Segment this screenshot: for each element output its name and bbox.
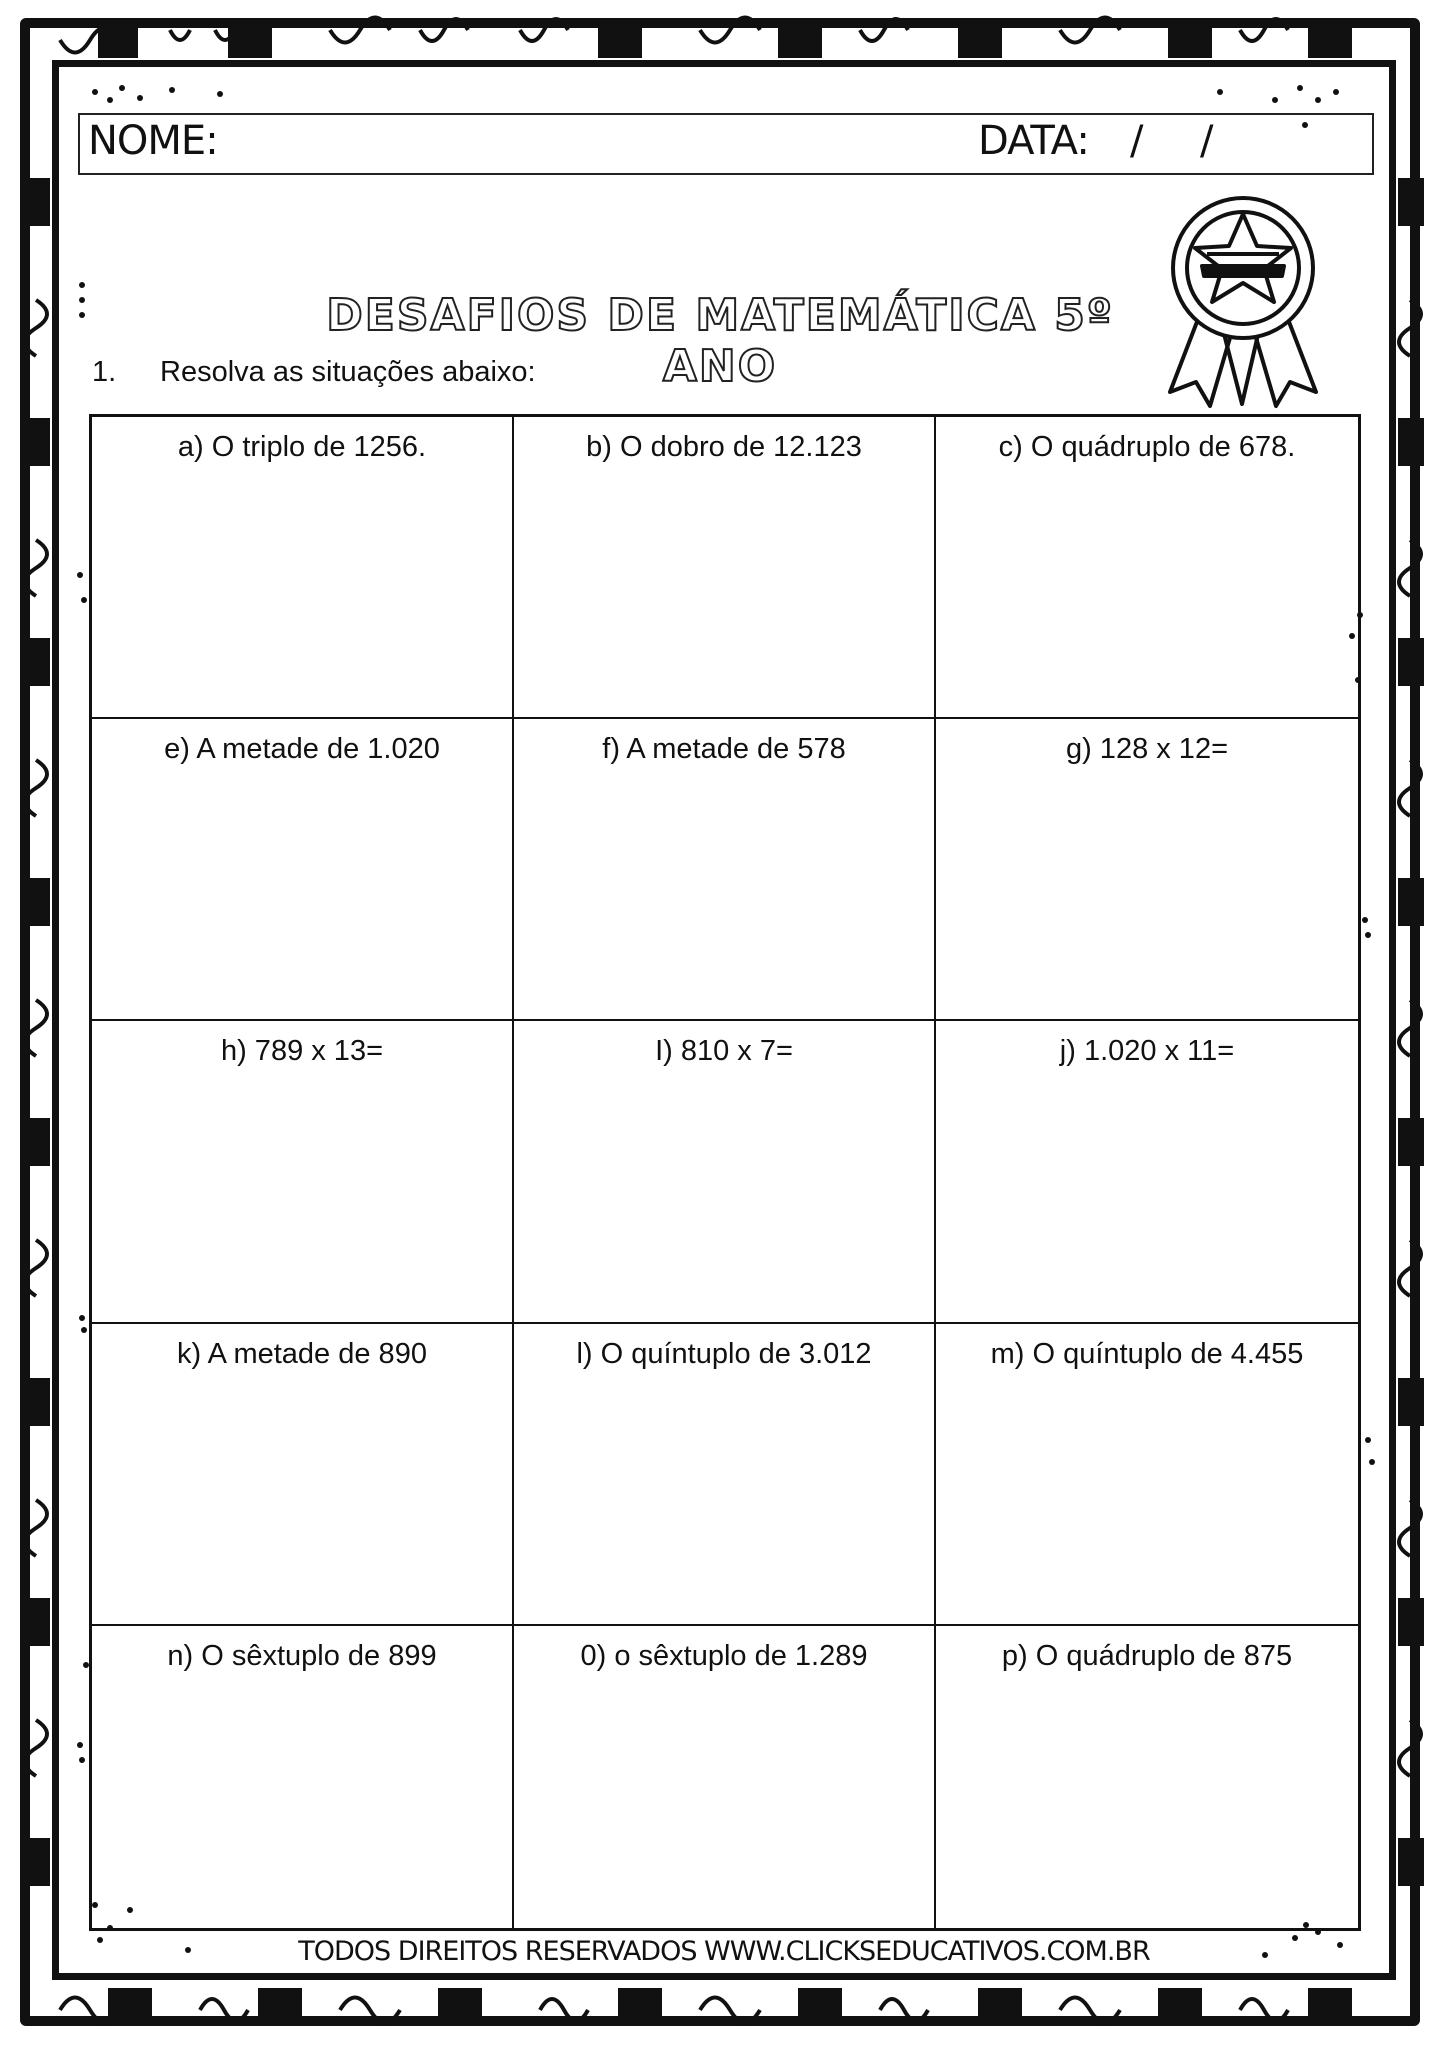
name-label: NOME: <box>88 118 218 164</box>
exercise-cell[interactable]: h) 789 x 13= <box>92 1021 514 1323</box>
award-ribbon-star-icon <box>1160 196 1326 414</box>
exercise-cell[interactable]: f) A metade de 578 <box>514 719 936 1021</box>
exercise-cell[interactable]: c) O quádruplo de 678. <box>936 417 1358 719</box>
date-separator-2: / <box>1200 118 1214 164</box>
exercise-cell[interactable]: p) O quádruplo de 875 <box>1001 1639 1293 1672</box>
exercise-cell[interactable]: n) O sêxtuplo de 899 <box>92 1626 514 1928</box>
date-label: DATA: <box>978 118 1089 164</box>
exercise-cell[interactable]: 0) o sêxtuplo de 1.289 <box>514 1626 936 1928</box>
instruction-number: 1. <box>92 356 117 388</box>
exercise-grid <box>89 414 1361 1931</box>
exercise-cell[interactable]: I) 810 x 7= <box>514 1021 936 1323</box>
exercise-cell[interactable]: k) A metade de 890 <box>92 1324 514 1626</box>
exercise-cell[interactable]: e) A metade de 1.020 <box>92 719 514 1021</box>
exercise-cell[interactable]: j) 1.020 x 11= <box>936 1021 1358 1323</box>
instruction-text: Resolva as situações abaixo: <box>160 356 536 388</box>
exercise-cell[interactable]: a) O triplo de 1256. <box>92 417 514 719</box>
page-title: DESAFIOS DE MATEMÁTICA 5º ANO <box>326 290 1114 392</box>
exercise-cell[interactable]: l) O quíntuplo de 3.012 <box>514 1324 936 1626</box>
exercise-cell[interactable]: g) 128 x 12= <box>936 719 1358 1021</box>
copyright-footer: TODOS DIREITOS RESERVADOS WWW.CLICKSEDUCATIVOS.COM.BR <box>298 1936 1150 1967</box>
date-separator-1: / <box>1130 118 1144 164</box>
name-date-box <box>78 113 1374 175</box>
exercise-cell[interactable]: m) O quíntuplo de 4.455 <box>936 1324 1358 1626</box>
exercise-cell[interactable]: b) O dobro de 12.123 <box>514 417 936 719</box>
